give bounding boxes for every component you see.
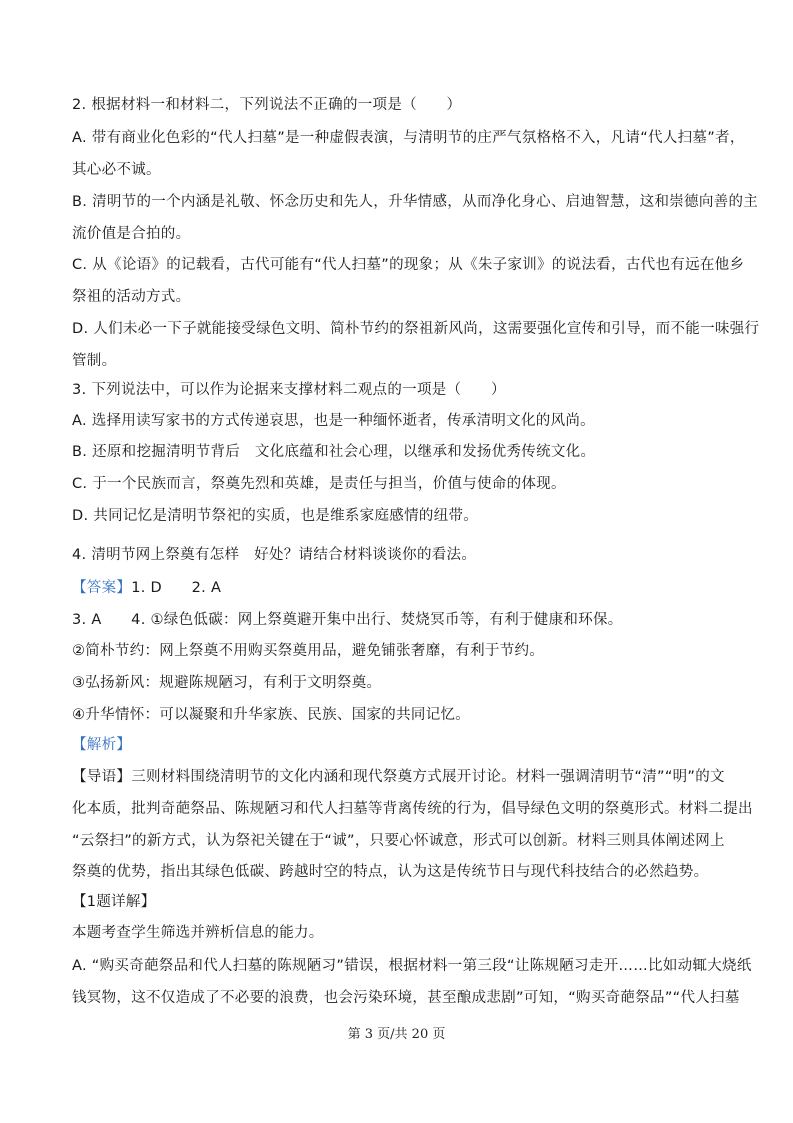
option-c-line-1: C. 从《论语》的记载看，古代可能有“代人扫墓”的现象；从《朱子家训》的说法看，古代也有远在他乡 xyxy=(72,257,745,273)
answer-line-3: ②简朴节约：网上祭奠不用购买祭奠用品，避免铺张奢靡，有利于节约。 xyxy=(72,643,545,659)
option-b-line-2: 流价值是合拍的。 xyxy=(72,226,191,242)
guide-line-4: 祭奠的优势，指出其绿色低碳、跨越时空的特点，认为这是传统节日与现代科技结合的必然趋势。 xyxy=(72,864,709,880)
guide-text: 三则材料围绕清明节的文化内涵和现代祭奠方式展开讨论。材料一强调清明节“清”“明”的文 xyxy=(131,769,725,785)
question-2-stem: 2. 根据材料一和材料二，下列说法不正确的一项是（ ） xyxy=(72,97,462,113)
q1-detail-intro: 本题考查学生筛选并辨析信息的能力。 xyxy=(72,925,324,941)
q3-option-c: C. 于一个民族而言，祭奠先烈和英雄，是责任与担当，价值与使命的体现。 xyxy=(72,476,566,492)
option-d-line-1: D. 人们未必一下子就能接受绿色文明、简朴节约的祭祖新风尚，这需要强化宣传和引导，而不能一味强行 xyxy=(72,321,760,337)
guide-line-3: “云祭扫”的新方式，认为祭祀关键在于“诚”，只要心怀诚意，形式可以创新。材料三则具体阐述网上 xyxy=(72,833,725,849)
q3-option-a: A. 选择用读写家书的方式传递哀思，也是一种缅怀逝者，传承清明文化的风尚。 xyxy=(72,413,595,429)
answer-line-2: 3. A 4. ①绿色低碳：网上祭奠避开集中出行、焚烧冥币等，有利于健康和环保。 xyxy=(72,612,623,628)
answer-line-4: ③弘扬新风：规避陈规陋习，有利于文明祭奠。 xyxy=(72,675,382,691)
answer-tag: 【答案】 xyxy=(72,580,132,596)
guide-line-1 xyxy=(72,767,725,787)
answer-line-5: ④升华情怀：可以凝聚和升华家族、民族、国家的共同记忆。 xyxy=(72,707,471,723)
q3-option-b: B. 还原和挖掘清明节背后 文化底蕴和社会心理，以继承和发扬优秀传统文化。 xyxy=(72,444,596,460)
answer-text: 1. D 2. A xyxy=(131,580,222,596)
q1-detail-line-2: 钱冥物，这不仅造成了不必要的浪费，也会污染环境，甚至酿成悲剧”可知，“购买奇葩祭品”“代人扫墓 xyxy=(72,990,740,1006)
option-b-line-1: B. 清明节的一个内涵是礼敬、怀念历史和先人，升华情感，从而净化身心、启迪智慧，这和崇德向善的主 xyxy=(72,194,759,210)
page-footer: 第 3 页/共 20 页 xyxy=(347,1027,446,1042)
option-c-line-2: 祭祖的活动方式。 xyxy=(72,289,191,305)
question-4-stem: 4. 清明节网上祭奠有怎样 好处？请结合材料谈谈你的看法。 xyxy=(72,547,477,563)
option-a-line-1: A. 带有商业化色彩的“代人扫墓”是一种虚假表演，与清明节的庄严气氛格格不入，凡请“代人扫墓”者， xyxy=(72,130,745,146)
question-3-stem: 3. 下列说法中，可以作为论据来支撑材料二观点的一项是（ ） xyxy=(72,382,506,398)
option-d-line-2: 管制。 xyxy=(72,353,117,369)
q1-detail-line-1: A. “购买奇葩祭品和代人扫墓的陈规陋习”错误，根据材料一第三段“让陈规陋习走开……比如动辄大烧纸 xyxy=(72,958,752,974)
option-a-line-2: 其心必不诚。 xyxy=(72,162,161,178)
guide-tag: 【导语】 xyxy=(72,769,132,785)
answer-line-1 xyxy=(72,578,221,598)
q3-option-d: D. 共同记忆是清明节祭祀的实质，也是维系家庭感情的纽带。 xyxy=(72,508,479,524)
guide-line-2: 化本质，批判奇葩祭品、陈规陋习和代人扫墓等背离传统的行为，倡导绿色文明的祭奠形式。材料二提出 xyxy=(72,801,753,817)
analysis-heading: 【解析】 xyxy=(72,737,132,753)
q1-detail-heading: 【1题详解】 xyxy=(72,894,156,910)
